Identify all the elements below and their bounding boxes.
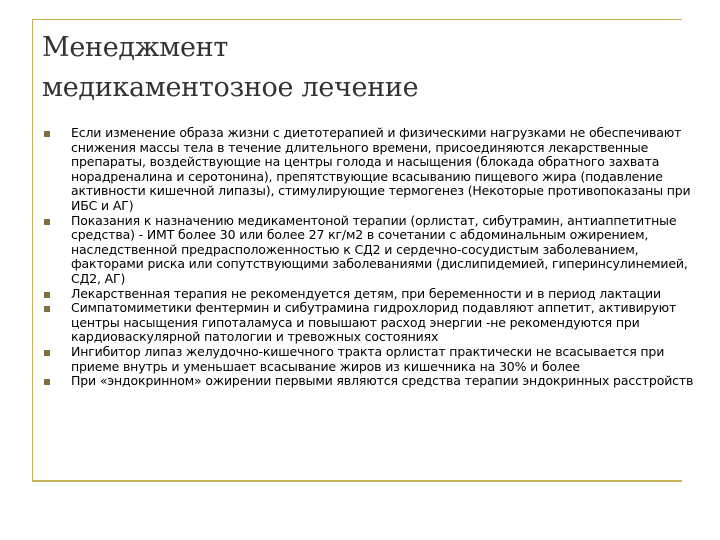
bullet-item-3 bbox=[44, 287, 694, 302]
frame-top-line bbox=[32, 19, 682, 20]
bullet-text-5: Ингибитор липаз желудочно-кишечного тракта орлистат практически не всасывается при приеме внутрь и уменьшает всасывание жиров из кишечника на 30% и более bbox=[71, 343, 665, 374]
square-bullet-icon bbox=[44, 219, 50, 225]
square-bullet-icon bbox=[44, 131, 50, 137]
square-bullet-icon bbox=[44, 292, 50, 298]
square-bullet-icon bbox=[44, 306, 50, 312]
slide-title bbox=[42, 28, 662, 108]
bullet-text-1: Если изменение образа жизни с диетотерапией и физическими нагрузками не обеспечивают снижения массы тела в течение длительного времени, присоединяются лекарственные препараты, воздействующие на центры голода и насыщения (блокада обратного захвата норадреналина и серотонина), препятствующие всасыванию пищевого жира (подавление активности кишечной липазы), стимулирующие термогенез (Некоторые противопоказаны при ИБС и АГ) bbox=[71, 125, 691, 213]
slide-title-line-2: медикаментозное лечение bbox=[42, 72, 419, 103]
square-bullet-icon bbox=[44, 350, 50, 356]
bullet-text-4: Симпатомиметики фентермин и сибутрамина гидрохлорид подавляют аппетит, активируют центры насыщения гипоталамуса и повышают расход энергии -не рекомендуются при кардиоваскулярной патологии и тревожных состояниях bbox=[71, 300, 677, 345]
bullet-item-5 bbox=[44, 345, 694, 374]
frame-left-line bbox=[32, 19, 33, 481]
square-bullet-icon bbox=[44, 379, 50, 385]
bullet-item-2 bbox=[44, 214, 694, 287]
bullet-list bbox=[44, 126, 694, 389]
bullet-text-6: При «эндокринном» ожирении первыми являются средства терапии эндокринных расстройств bbox=[71, 373, 694, 389]
bullet-text-2: Показания к назначению медикаментоной терапии (орлистат, сибутрамин, антиаппетитные средства) - ИМТ более 30 или более 27 кг/м2 в сочетании с абдоминальным ожирением, наследственной предрасположенностью к СД2 и сердечно-сосудистым заболеванием, факторами риска или сопутствующими заболеваниями (дислипидемией, гиперинсулинемией, СД2, АГ) bbox=[71, 212, 688, 286]
bullet-item-4 bbox=[44, 301, 694, 345]
bullet-item-1 bbox=[44, 126, 694, 214]
bullet-text-3: Лекарственная терапия не рекомендуется детям, при беременности и в период лактации bbox=[71, 285, 661, 301]
frame-bottom-line bbox=[32, 480, 682, 482]
slide-title-line-1: Менеджмент bbox=[42, 32, 228, 63]
bullet-item-6 bbox=[44, 374, 694, 389]
